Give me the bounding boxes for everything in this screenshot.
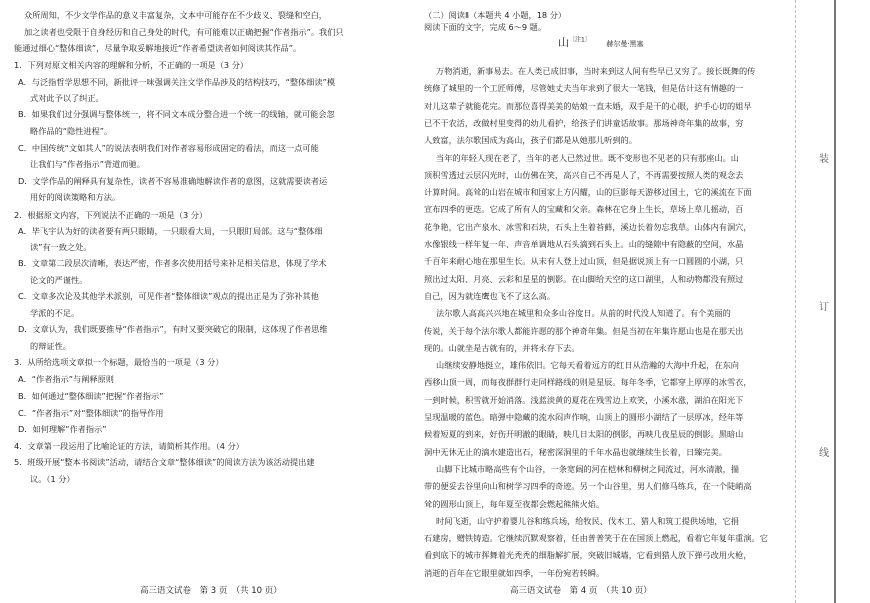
passage-line: 传说，关于每个法尔歌人都能许愿的那个神奇年集。但是当初在年集许愿山也是在那天出 [424,326,744,336]
text-line: 让我们与“作者指示”背道而驰。 [30,159,145,169]
passage-line: 顶积雪透过云层闪光时，山仿佛在笑，高兴自己不再是人了，不再需要按照人类的观念去 [424,170,744,180]
passage-line: 消逝的百年在它眼里就如四季，一年份宛若转瞬。 [424,568,605,578]
text-line: 1．下列对原文相关内容的理解和分析，不正确的一项是（3 分） [14,60,249,70]
text-line: 众所周知，不少文学作品的意义丰富复杂，文本中可能存在不少歧义、裂缝和空白， [24,10,327,20]
text-line: D．文学作品的阐释具有复杂性，读者不容易准确地解读作者的意图，这就需要读者运 [18,176,328,186]
title-text: 山 [558,36,569,49]
text-line: 读”有一致之处。 [30,242,92,252]
left-page [0,0,400,603]
text-line: D．如何理解“作者指示” [18,424,107,434]
section-header: （二）阅读Ⅱ（本题共 4 小题，18 分） [424,10,567,20]
passage-line: 带的便妥去谷里向山和树学习四季的奇迹。另一个山谷里，男人们修马练兵，在一个陡峭高 [424,481,752,491]
text-line: C．中国传统“文如其人”的说法表明我们对作者容易形成固定的看法，而这一点可能 [18,143,319,153]
passage-line: 现的。山就坐是古就有的，并将永存下去。 [424,343,580,353]
text-line: 式对此予以了纠正。 [30,93,104,103]
text-line: 3．从所给选项文章拟一个标题，最恰当的一项是（3 分） [14,357,224,367]
text-line: 能通过细心“整体细读”，尽量争取妥解地接近“作者希望读者如何阅读其作品”。 [14,43,302,53]
section-instruction: 阅读下面的文字，完成 6～9 题。 [424,22,547,32]
passage-line: 法尔歌人高高兴兴地在城里和众多山谷度日。从前的时代没人知道了。有个美丽的 [436,308,731,318]
passage-title [558,34,644,50]
passage-line: 呈现温暖的蓝色。暗弹中隐藏的流水闷声作响，山顶上的圆形小湖结了一层厚冰，经年等 [424,412,744,422]
passage-line: 人致富，法尔歌国成为高山，孩子们都是从她那儿听到的。 [424,135,637,145]
passage-line: 石建房，赠铁铸造。它继续沉默观察着，任由普普笑于在在国顶上燃起，看着它年复年重演。它 [424,533,768,543]
text-line: 5．班级开展“整本书阅读”活动，请结合文章“整体细读”的阅读方法为该活动提出建 [14,457,315,467]
passage-line: 宣布四季的更迭。它成了所有人的宝藏和父亲。森林在它身上生长，草场上草儿摇动，百 [424,204,744,214]
text-line: D．文章认为，我们既要推导“作者指示”，有时又要突破它的限制，这体现了作者思维 [18,324,328,334]
text-line: A．与泛指哲学思想不同，新批评一味强调关注文学作品涉及的结构技巧，“整体细读”模 [18,77,336,87]
passage-line: 照出过太阳、月亮、云彩和星星的倒影。在山脚给天空的这口湖里，人和动物都没有照过 [424,274,744,284]
passage-line: 千百年来耐心地在那里生长。从未有人登上过山顶，但是据说顶上有一口圆圆的小湖，只 [424,256,744,266]
text-line: 论文的严谨性。 [30,275,88,285]
text-line: 略作品的“隐性进程”。 [30,126,113,136]
passage-line: 看到底下的城市挥舞着光秃秃的细脂解扩展，突破旧城墙，它看到猎人放下弹弓改用火枪， [424,550,752,560]
text-line: B．文章第二段层次清晰，表达严密，作者多次使用括号来补足相关信息，体现了学术 [18,258,327,268]
passage-line: 时间飞逝，山守护着婴儿谷和练兵场，给牧民、伐木工、猎人和筑工提供场地，它捐 [436,516,739,526]
passage-line: 洞中无休无止的滴水建造出石，秘密深洞里的千年水晶也就继续生长着，日臻完美。 [424,447,727,457]
passage-line: 计算时间。高耸的山岩在城市和国家上方闪耀，山的巨影每天游移过国土，它的溪流在下面 [424,187,752,197]
page-footer: 高三语文试卷 第 3 页 （共 10 页） [140,586,282,596]
passage-author: 赫尔曼·黑塞 [606,40,644,48]
text-line: A．“作者指示”与阐释原则 [18,374,114,384]
passage-line: 一到时候，积雪就开始消落。浅蓝淡黄的夏花在残雪边上欢笑，小溪水涨，湖泊在阳光下 [424,395,744,405]
passage-line: 对儿这辈子就能花完。而那位喜得美美的姑娘一直未婚，双手是干的心眼，护手心切的姐早 [424,101,752,111]
passage-line: 山脚下比城市略高些有个山谷，一条宽阔的河在桤林和柳树之间流过，河水清澈，揣 [436,464,739,474]
text-line: 4．文章第一段运用了比喻论证的方法，请简析其作用。（4 分） [14,441,244,451]
passage-line: 山继续安静地挺立，雄伟依旧。它每天看着远方的红日从浩瀚的大海中升起，在东向 [436,360,739,370]
passage-line: 花争艳，它出产泉水、冰雪和石块，石头上生着苔藓，溪边长着勿忘我草。山体内有洞穴， [424,222,752,232]
text-line: A．毕飞宇认为好的读者要有两只眼睛，一只眼看大局，一只眼盯局部。这与“整体细 [18,226,323,236]
text-line: 加之读者也受限于自身经历和自己身处的时代，有可能难以正确把握“作者指示”。我们只 [24,27,344,37]
text-line: 用好的阅读策略和方法。 [30,192,121,202]
right-page [410,0,795,603]
passage-line: 当年的年轻人现在老了，当年的老人已然过世。既不变形也不见老的只有那座山。山 [436,153,739,163]
page-footer: 高三语文试卷 第 4 页 （共 10 页） [510,586,652,596]
text-line: C．“作者指示”对“整体细读”的指导作用 [18,408,164,418]
passage-line: 已不干农活，改做村里变得的幼儿看护，给孩子们讲童话故事。那场神奇年集的故事，穷 [424,118,744,128]
passage-line: 自己，因为就连鹰也飞不了这么高。 [424,291,556,301]
binding-label-ding: 订 [819,302,829,313]
binding-label-xian: 线 [819,448,829,459]
text-line: B．如果我们过分强调与整体统一，将不同文本成分整合进一个统一的线轴，就可能会忽 [18,109,335,119]
text-line: C．文章多次论及其他学术派别，可见作者“整体细读”观点的提出正是为了弥补其他 [18,291,319,301]
text-line: 学派的不足。 [30,308,80,318]
cut-line [795,0,797,603]
text-line: 的辩证性。 [30,341,71,351]
passage-line: 水像银线一样年复一年、声音单调地从石头滴到石头上。山的缝隙中有隐蔽的空间，水晶 [424,239,744,249]
passage-line: 候着短夏的到来，好伤开明澈的眼睛，映几日太阳的倒影，再映几夜星辰的倒影。黑暗山 [424,429,744,439]
passage-line: 耸的圆形山顶上，每年夏至夜都会燃起熊熊火焰。 [424,499,605,509]
text-line: 议。（1 分） [30,474,75,484]
passage-line: 统修了城里的一个工匠师傅，尽管她丈夫当年求到了很大一笔钱，但是估计这有情趣的一 [424,83,744,93]
passage-line: 西移山顶一周，而每夜群群行走同样路线的则是星辰。每年冬季，它都穿上厚厚的冰雪衣， [424,377,752,387]
text-line: 2．根据原文内容，下列说法不正确的一项是（3 分） [14,210,208,220]
title-note: 〔注1〕 [569,36,591,44]
passage-line: 万物消逝，新事易去。在人类已成旧事，当时来到这人间有些早已又穷了。接长既舞的传 [436,66,756,76]
binding-label-zhuang: 装 [819,154,829,165]
text-line: B．如何通过“整体细读”把握“作者指示” [18,391,164,401]
binding-rule [834,0,836,603]
